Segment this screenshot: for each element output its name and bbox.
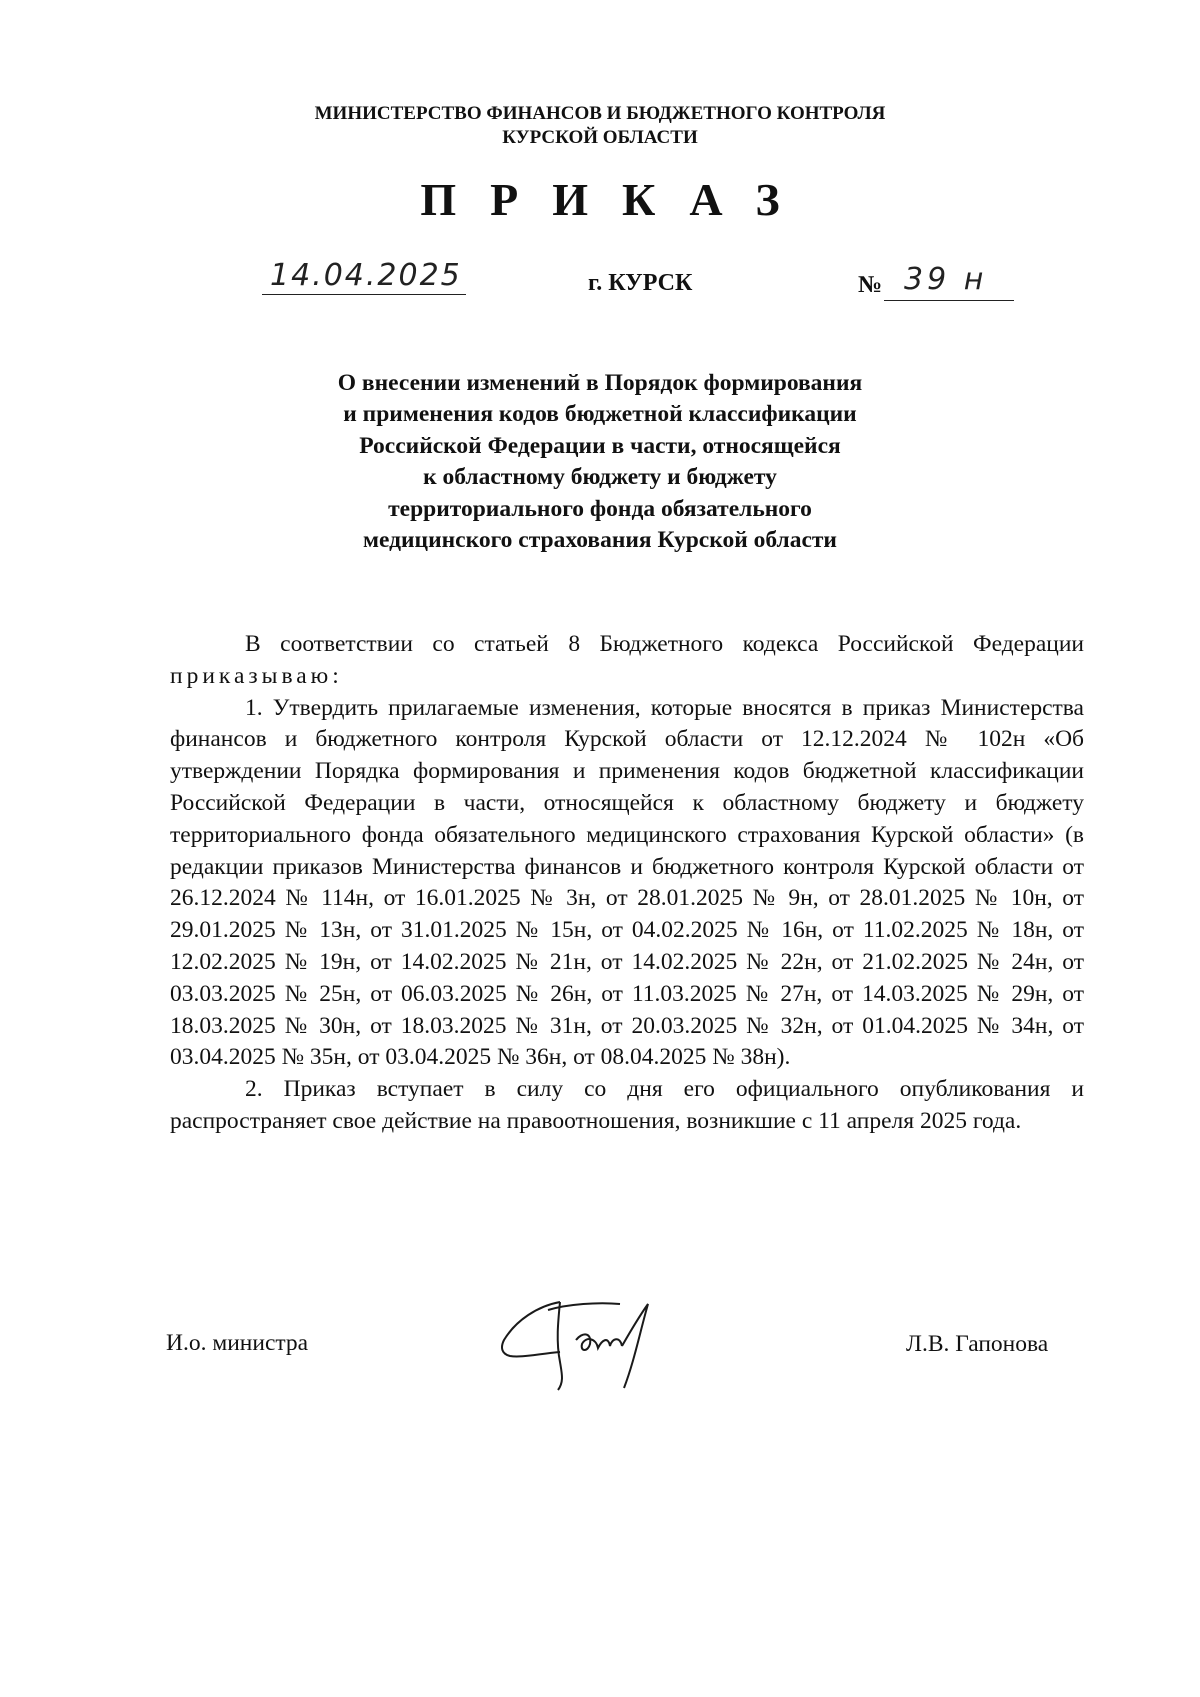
ministry-line-1: МИНИСТЕРСТВО ФИНАНСОВ И БЮДЖЕТНОГО КОНТРОЛЯ: [314, 103, 886, 124]
date-underline: [262, 294, 466, 295]
item-1-paragraph: 1. Утвердить прилагаемые изменения, которые вносятся в приказ Министерства финансов и бюджетного контроля Курской области от 12.12.2024 № 102н «Об утверждении Порядка формирования и применения кодов бюджетной классификации Российской Федерации в части, относящейся к областному бюджету и бюджету территориального фонда обязательного медицинского страхования Курской области» (в редакции приказов Министерства финансов и бюджетного контроля Курской области от 26.12.2024 № 114н, от 16.01.2025 № 3н, от 28.01.2025 № 9н, от 28.01.2025 № 10н, от 29.01.2025 № 13н, от 31.01.2025 № 15н, от 04.02.2025 № 16н, от 11.02.2025 № 18н, от 12.02.2025 № 19н, от 14.02.2025 № 21н, от 14.02.2025 № 22н, от 21.02.2025 № 24н, от 03.03.2025 № 25н, от 06.03.2025 № 26н, от 11.03.2025 № 27н, от 14.03.2025 № 29н, от 18.03.2025 № 30н, от 18.03.2025 № 31н, от 20.03.2025 № 32н, от 01.04.2025 № 34н, от 03.04.2025 № 35н, от 03.04.2025 № 36н, от 08.04.2025 № 38н).: [170, 694, 1084, 1071]
intro-colon: :: [332, 662, 339, 689]
order-date-value: 14.04.2025: [270, 258, 462, 293]
order-body: [170, 629, 1084, 1138]
order-number-value: 39 н: [904, 262, 988, 297]
subject-line: медицинского страхования Курской области: [363, 527, 837, 554]
document-type-title: ПРИКАЗ: [420, 174, 814, 225]
ministry-header: [0, 102, 1200, 150]
order-subject: [0, 368, 1200, 556]
order-number: [884, 262, 1014, 302]
subject-line: и применения кодов бюджетной классификации: [343, 401, 857, 428]
number-underline: [884, 300, 1014, 301]
subject-line: к областному бюджету и бюджету: [423, 464, 777, 491]
signature-drawing: [498, 1292, 688, 1392]
order-date: [262, 258, 466, 298]
intro-spaced-word: приказываю: [170, 662, 333, 689]
signatory-name: Л.В. Гапонова: [906, 1331, 1049, 1357]
ministry-line-2: КУРСКОЙ ОБЛАСТИ: [502, 127, 698, 148]
item-2-paragraph: 2. Приказ вступает в силу со дня его официального опубликования и распространяет свое действие на правоотношения, возникшие с 11 апреля 2025 года.: [170, 1076, 1084, 1134]
intro-paragraph: [170, 629, 1084, 693]
signatory-title: И.о. министра: [166, 1330, 309, 1356]
intro-text: В соответствии со статьей 8 Бюджетного кодекса Российской Федерации: [245, 631, 1084, 657]
order-city: г. КУРСК: [588, 270, 693, 296]
subject-line: О внесении изменений в Порядок формирования: [337, 370, 863, 396]
handwritten-signature: [498, 1292, 688, 1392]
subject-line: территориального фонда обязательного: [388, 495, 812, 522]
order-number-label: №: [858, 272, 883, 298]
subject-line: Российской Федерации в части, относящейся: [359, 432, 841, 459]
